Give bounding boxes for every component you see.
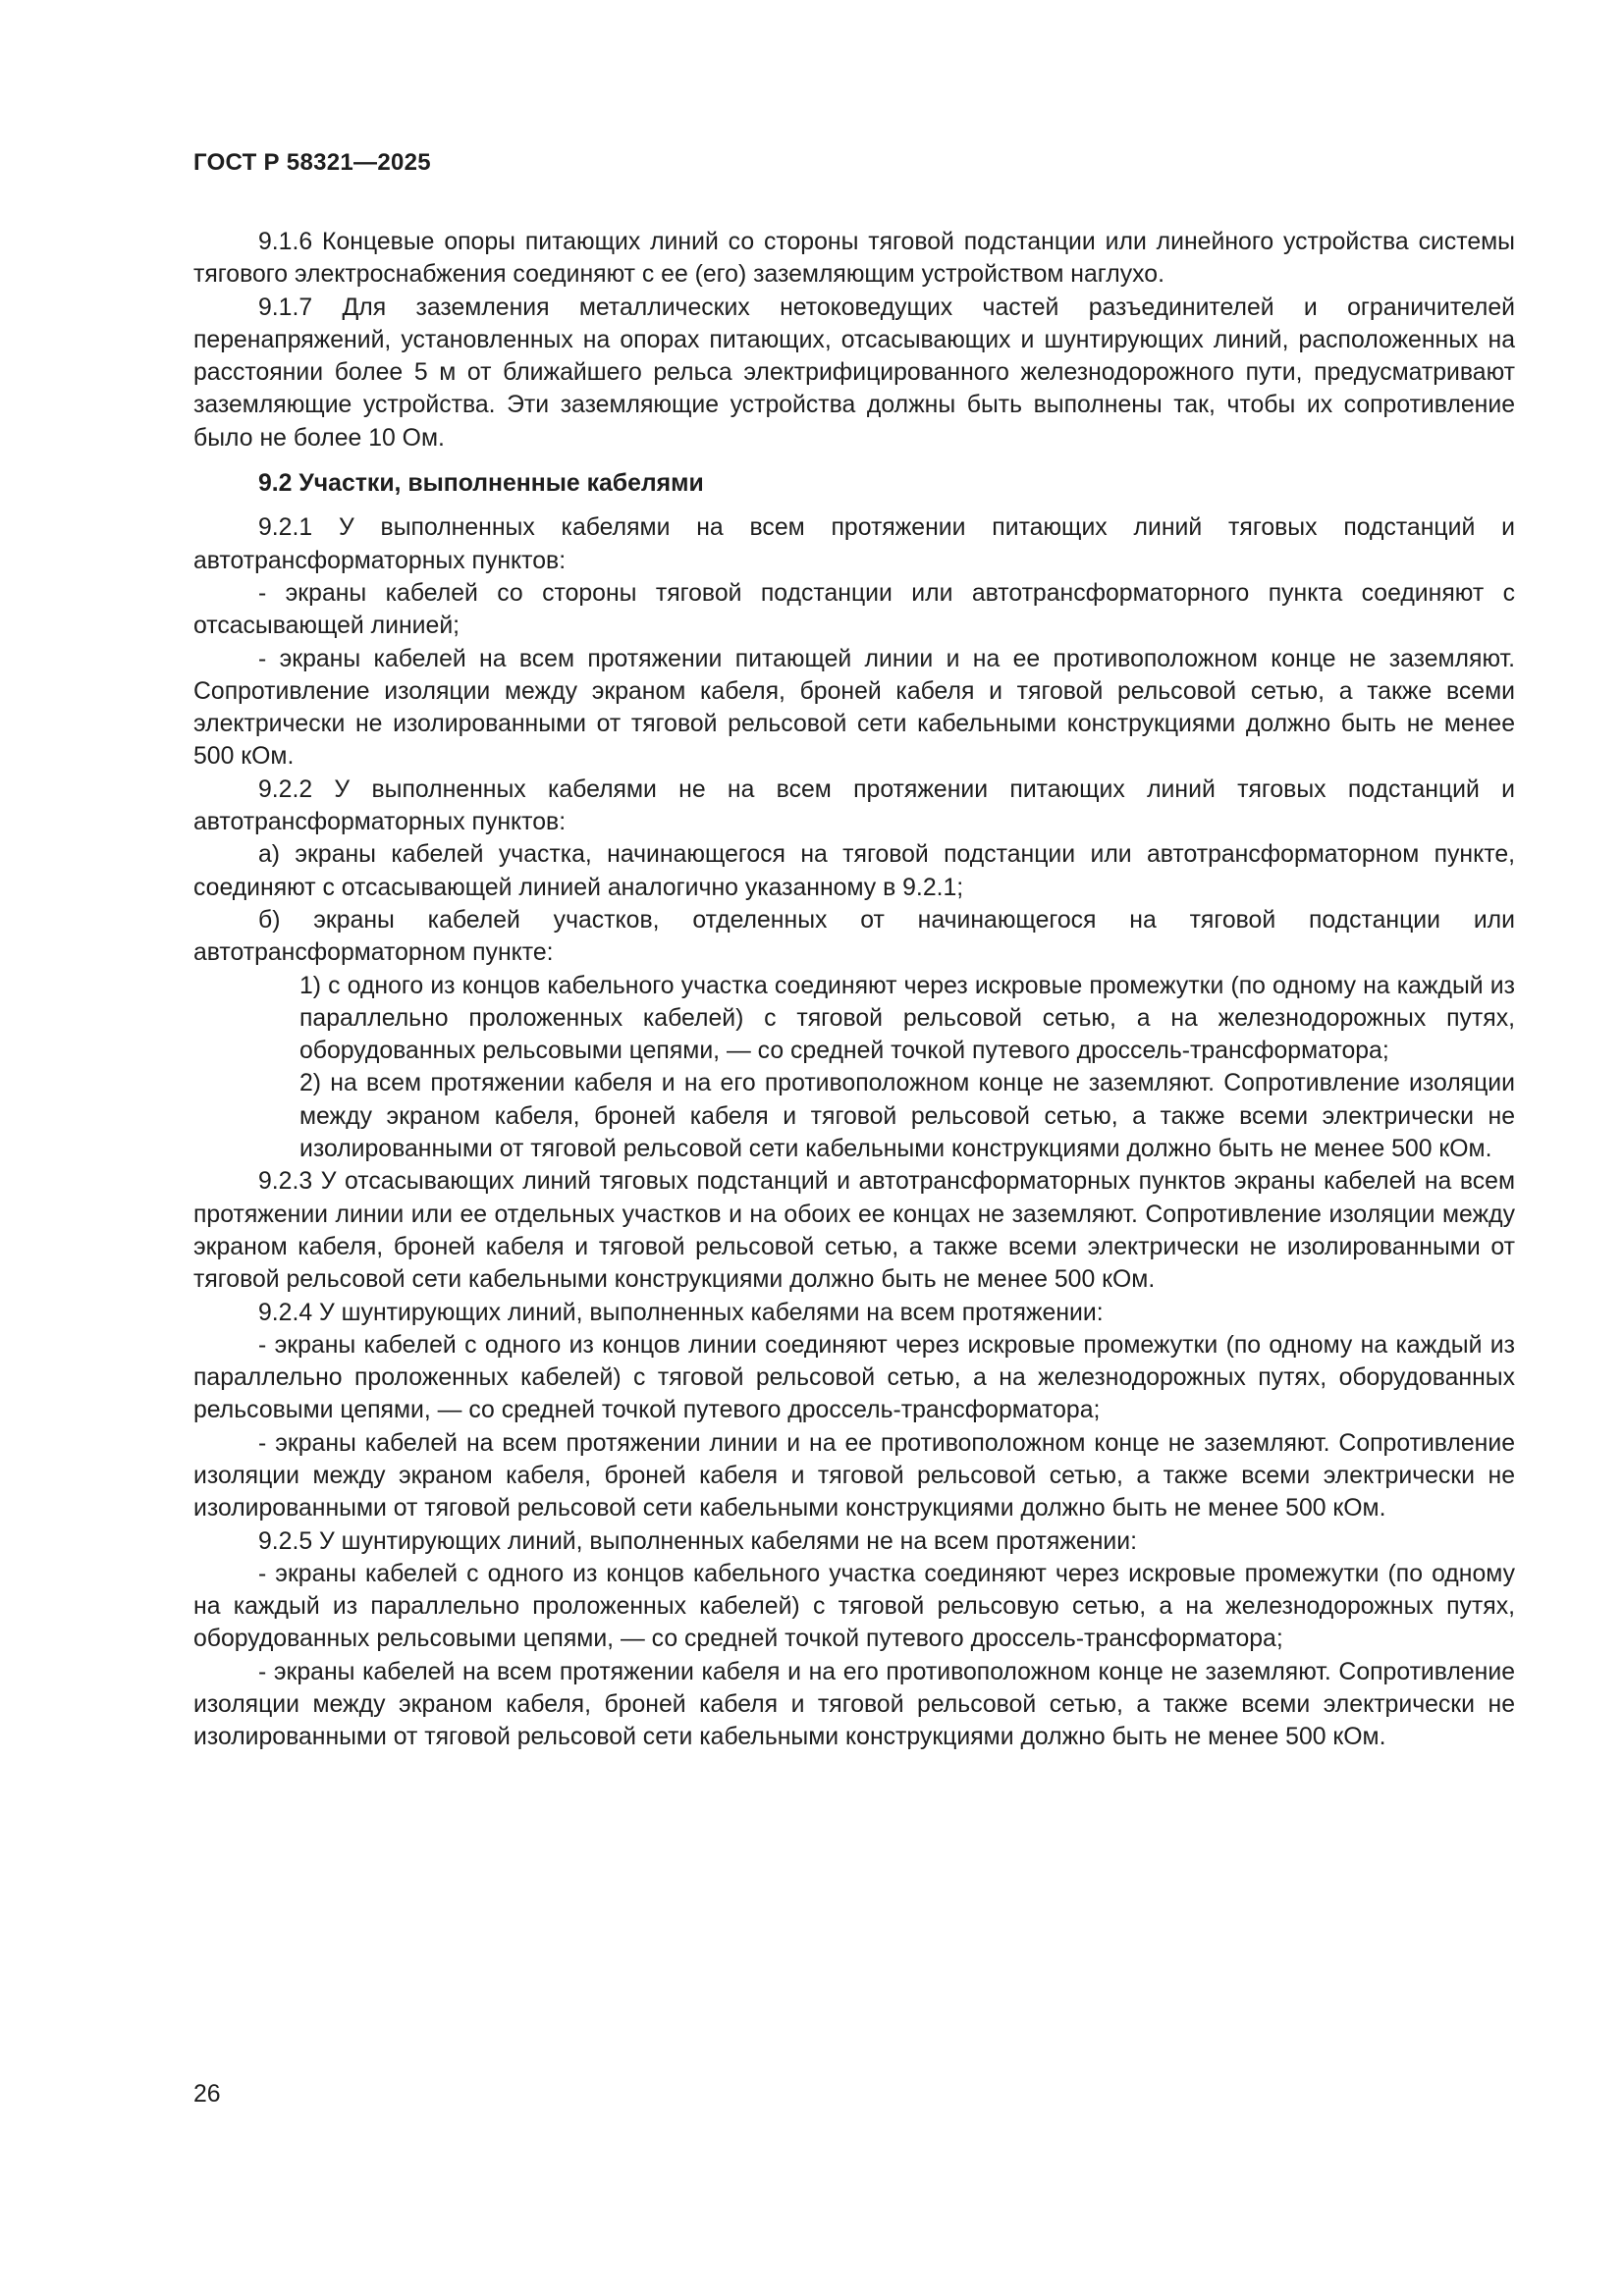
paragraph: 9.1.6 Концевые опоры питающих линий со стороны тяговой подстанции или линейного устройства системы тягового электроснабжения соединяют с ее (его) заземляющим устройством наглухо.: [193, 229, 1515, 289]
list-item: - экраны кабелей с одного из концов линии соединяют через искровые промежутки (по одному на каждый из параллельно проложенных кабелей) с тяговой рельсовой сетью, а на железнодорожных путях, оборудованных рельсовыми цепями, — со средней точкой путевого дроссель-трансформатора;: [193, 1331, 1515, 1424]
paragraph: 9.2.2 У выполненных кабелями не на всем протяжении питающих линий тяговых подстанций и автотрансформаторных пунктов:: [193, 775, 1515, 836]
sub-list-item: 2) на всем протяжении кабеля и на его противоположном конце не заземляют. Сопротивление изоляции между экраном кабеля, броней кабеля и тяговой рельсовой сетью, а также всеми электрически не изолированными от тяговой рельсовой сети кабельными конструкциями должно быть не менее 500 кОм.: [299, 1070, 1515, 1163]
paragraph: 9.1.7 Для заземления металлических нетоковедущих частей разъединителей и ограничителей перенапряжений, установленных на опорах питающих, отсасывающих и шунтирующих линий, расположенных на расстоянии более 5 м от ближайшего рельса электрифицированного железнодорожного пути, предусматривают заземляющие устройства. Эти заземляющие устройства должны быть выполнены так, чтобы их сопротивление было не более 10 Ом.: [193, 294, 1515, 452]
page-number: 26: [193, 2081, 221, 2108]
list-item: - экраны кабелей со стороны тяговой подстанции или автотрансформаторного пункта соединяют с отсасывающей линией;: [193, 579, 1515, 640]
list-item: б) экраны кабелей участков, отделенных от начинающегося на тяговой подстанции или автотрансформаторном пункте:: [193, 906, 1515, 967]
paragraph: 9.2.1 У выполненных кабелями на всем протяжении питающих линий тяговых подстанций и автотрансформаторных пунктов:: [193, 514, 1515, 574]
sub-list-item: 1) с одного из концов кабельного участка соединяют через искровые промежутки (по одному на каждый из параллельно проложенных кабелей) с тяговой рельсовой сетью, а на железнодорожных путях, оборудованных рельсовыми цепями, — со средней точкой путевого дроссель-трансформатора;: [299, 972, 1515, 1065]
list-item: а) экраны кабелей участка, начинающегося на тяговой подстанции или автотрансформаторном пункте, соединяют с отсасывающей линией аналогично указанному в 9.2.1;: [193, 841, 1515, 901]
document-body: [193, 226, 1515, 1754]
paragraph: 9.2.4 У шунтирующих линий, выполненных кабелями на всем протяжении:: [258, 1299, 1104, 1326]
paragraph: 9.2.5 У шунтирующих линий, выполненных кабелями не на всем протяжении:: [258, 1527, 1137, 1555]
list-item: - экраны кабелей на всем протяжении питающей линии и на ее противоположном конце не заземляют. Сопротивление изоляции между экраном кабеля, броней кабеля и тяговой рельсовой сетью, а также всеми электрически не изолированными от тяговой рельсовой сети кабельными конструкциями должно быть не менее 500 кОм.: [193, 645, 1515, 771]
paragraph: 9.2.3 У отсасывающих линий тяговых подстанций и автотрансформаторных пунктов экраны кабелей на всем протяжении линии или ее отдельных участков и на обоих ее концах не заземляют. Сопротивление изоляции между экраном кабеля, броней кабеля и тяговой рельсовой сетью, а также всеми электрически не изолированными от тяговой рельсовой сети кабельными конструкциями должно быть не менее 500 кОм.: [193, 1168, 1515, 1294]
list-item: - экраны кабелей на всем протяжении линии и на ее противоположном конце не заземляют. Сопротивление изоляции между экраном кабеля, броней кабеля и тяговой рельсовой сетью, а также всеми электрически не изолированными от тяговой рельсовой сети кабельными конструкциями должно быть не менее 500 кОм.: [193, 1429, 1515, 1522]
document-header: ГОСТ Р 58321—2025: [193, 149, 431, 176]
list-item: - экраны кабелей на всем протяжении кабеля и на его противоположном конце не заземляют. Сопротивление изоляции между экраном кабеля, броней кабеля и тяговой рельсовой сетью, а также всеми электрически не изолированными от тяговой рельсовой сети кабельными конструкциями должно быть не менее 500 кОм.: [193, 1658, 1515, 1751]
list-item: - экраны кабелей с одного из концов кабельного участка соединяют через искровые промежутки (по одному на каждый из параллельно проложенных кабелей) с тяговой рельсовую сетью, а на железнодорожных путях, оборудованных рельсовыми цепями, — со средней точкой путевого дроссель-трансформатора;: [193, 1560, 1515, 1653]
section-heading: 9.2 Участки, выполненные кабелями: [258, 470, 704, 498]
